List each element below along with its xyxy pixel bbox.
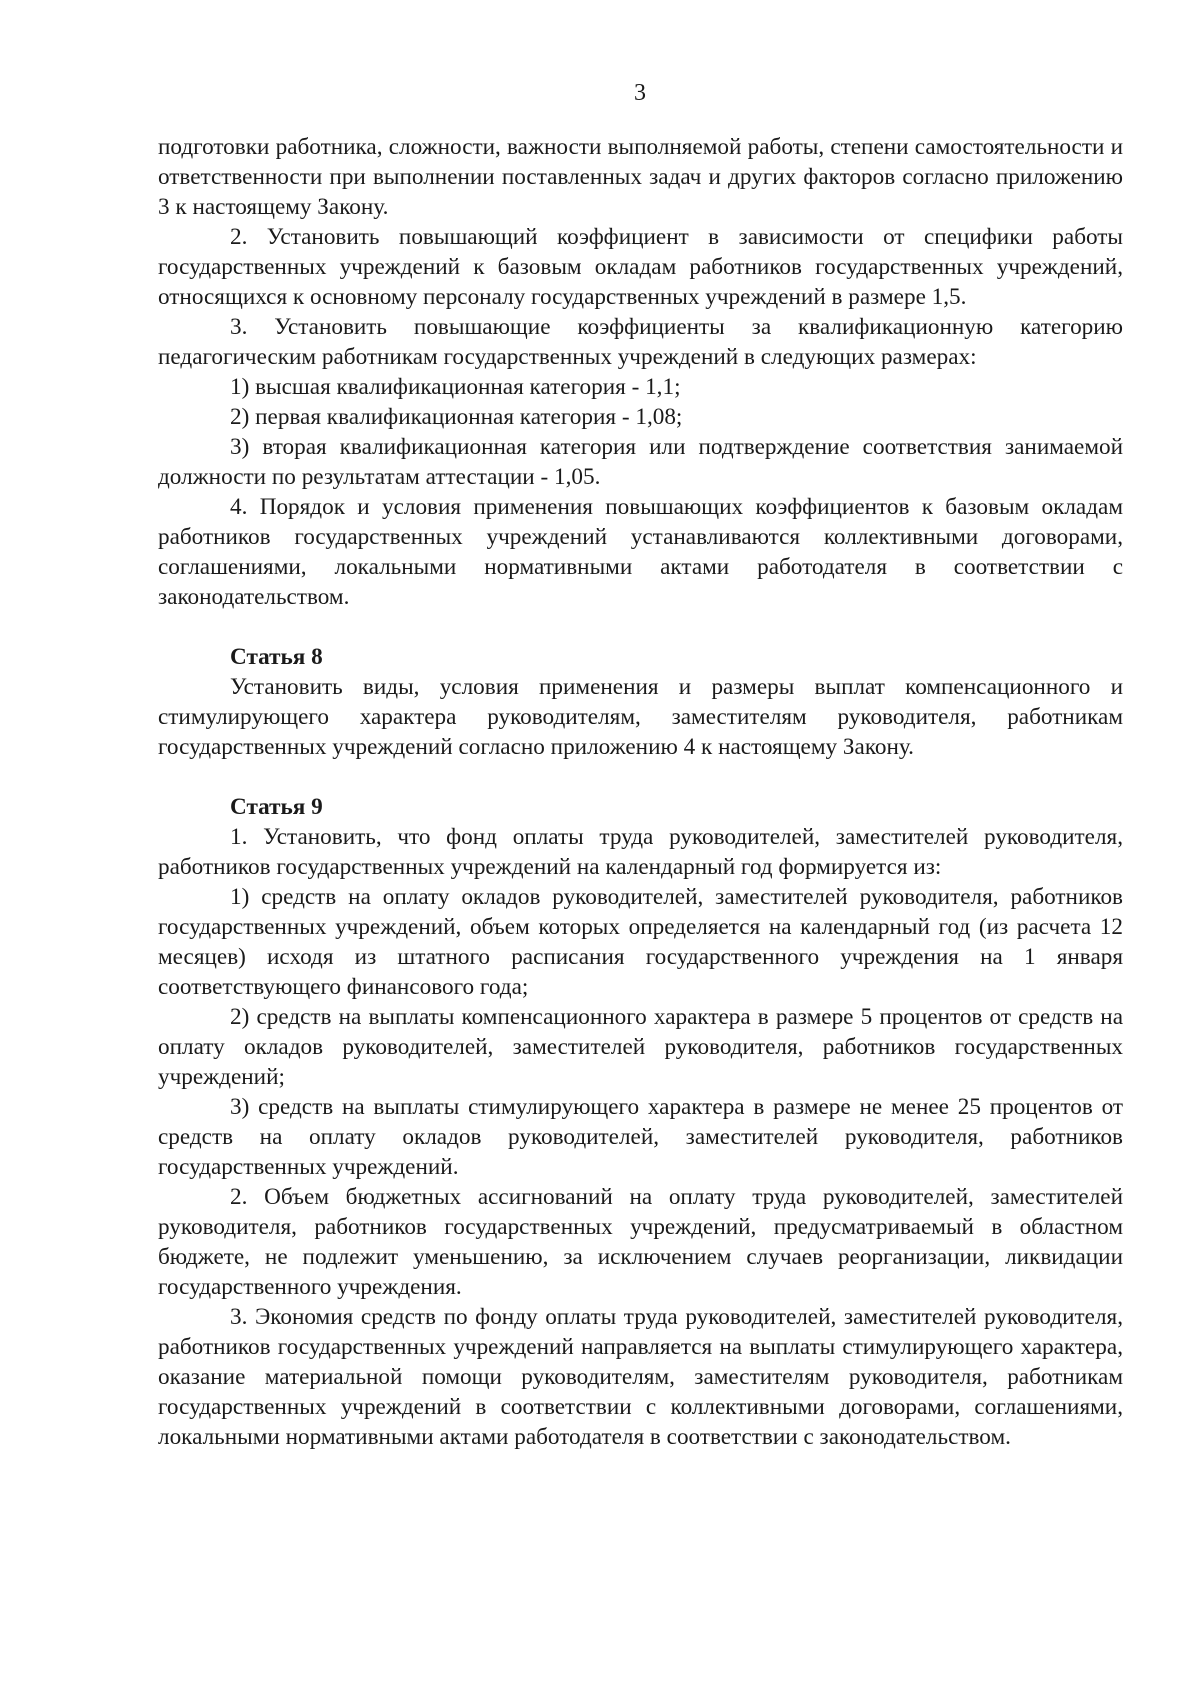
paragraph-item-2: 2. Установить повышающий коэффициент в зависимости от специфики работы государственных учреждений к базовым окладам работников государственных учреждений, относящихся к основному персоналу государственных учреждений в размере 1,5. <box>158 224 1123 310</box>
list-item-3: 3) вторая квалификационная категория или подтверждение соответствия занимаемой должности по результатам аттестации - 1,05. <box>158 434 1123 490</box>
article-9-heading: Статья 9 <box>230 794 323 820</box>
paragraph-item-4: 4. Порядок и условия применения повышающих коэффициентов к базовым окладам работников государственных учреждений устанавливаются коллективными договорами, соглашениями, локальными нормативными актами работодателя в соответствии с законодательством. <box>158 494 1123 610</box>
article-9-subitem-1: 1) средств на оплату окладов руководителей, заместителей руководителя, работников государственных учреждений, объем которых определяется на календарный год (из расчета 12 месяцев) исходя из штатного расписания государственного учреждения на 1 января соответствующего финансового года; <box>158 884 1123 1000</box>
document-body <box>158 132 1123 1452</box>
article-8-heading: Статья 8 <box>230 644 323 670</box>
article-9-paragraph-2: 2. Объем бюджетных ассигнований на оплату труда руководителей, заместителей руководителя, работников государственных учреждений, предусматриваемый в областном бюджете, не подлежит уменьшению, за исключением случаев реорганизации, ликвидации государственного учреждения. <box>158 1184 1123 1300</box>
list-item-2: 2) первая квалификационная категория - 1,08; <box>230 404 683 430</box>
list-item-1: 1) высшая квалификационная категория - 1,1; <box>230 374 681 400</box>
article-9-subitem-3: 3) средств на выплаты стимулирующего характера в размере не менее 25 процентов от средств на оплату окладов руководителей, заместителей руководителя, работников государственных учреждений. <box>158 1094 1123 1180</box>
article-8-text: Установить виды, условия применения и размеры выплат компенсационного и стимулирующего характера руководителям, заместителям руководителя, работникам государственных учреждений согласно приложению 4 к настоящему Закону. <box>158 674 1123 760</box>
article-9-paragraph-3: 3. Экономия средств по фонду оплаты труда руководителей, заместителей руководителя, работников государственных учреждений направляется на выплаты стимулирующего характера, оказание материальной помощи руководителям, заместителям руководителя, работникам государственных учреждений в соответствии с коллективными договорами, соглашениями, локальными нормативными актами работодателя в соответствии с законодательством. <box>158 1304 1123 1450</box>
article-9-paragraph-1: 1. Установить, что фонд оплаты труда руководителей, заместителей руководителя, работников государственных учреждений на календарный год формируется из: <box>158 824 1123 880</box>
page-number: 3 <box>634 80 646 106</box>
article-9-subitem-2: 2) средств на выплаты компенсационного характера в размере 5 процентов от средств на оплату окладов руководителей, заместителей руководителя, работников государственных учреждений; <box>158 1004 1123 1090</box>
paragraph-item-3: 3. Установить повышающие коэффициенты за квалификационную категорию педагогическим работникам государственных учреждений в следующих размерах: <box>158 314 1123 370</box>
paragraph-continuation: подготовки работника, сложности, важности выполняемой работы, степени самостоятельности и ответственности при выполнении поставленных задач и других факторов согласно приложению 3 к настоящему Закону. <box>158 134 1123 220</box>
